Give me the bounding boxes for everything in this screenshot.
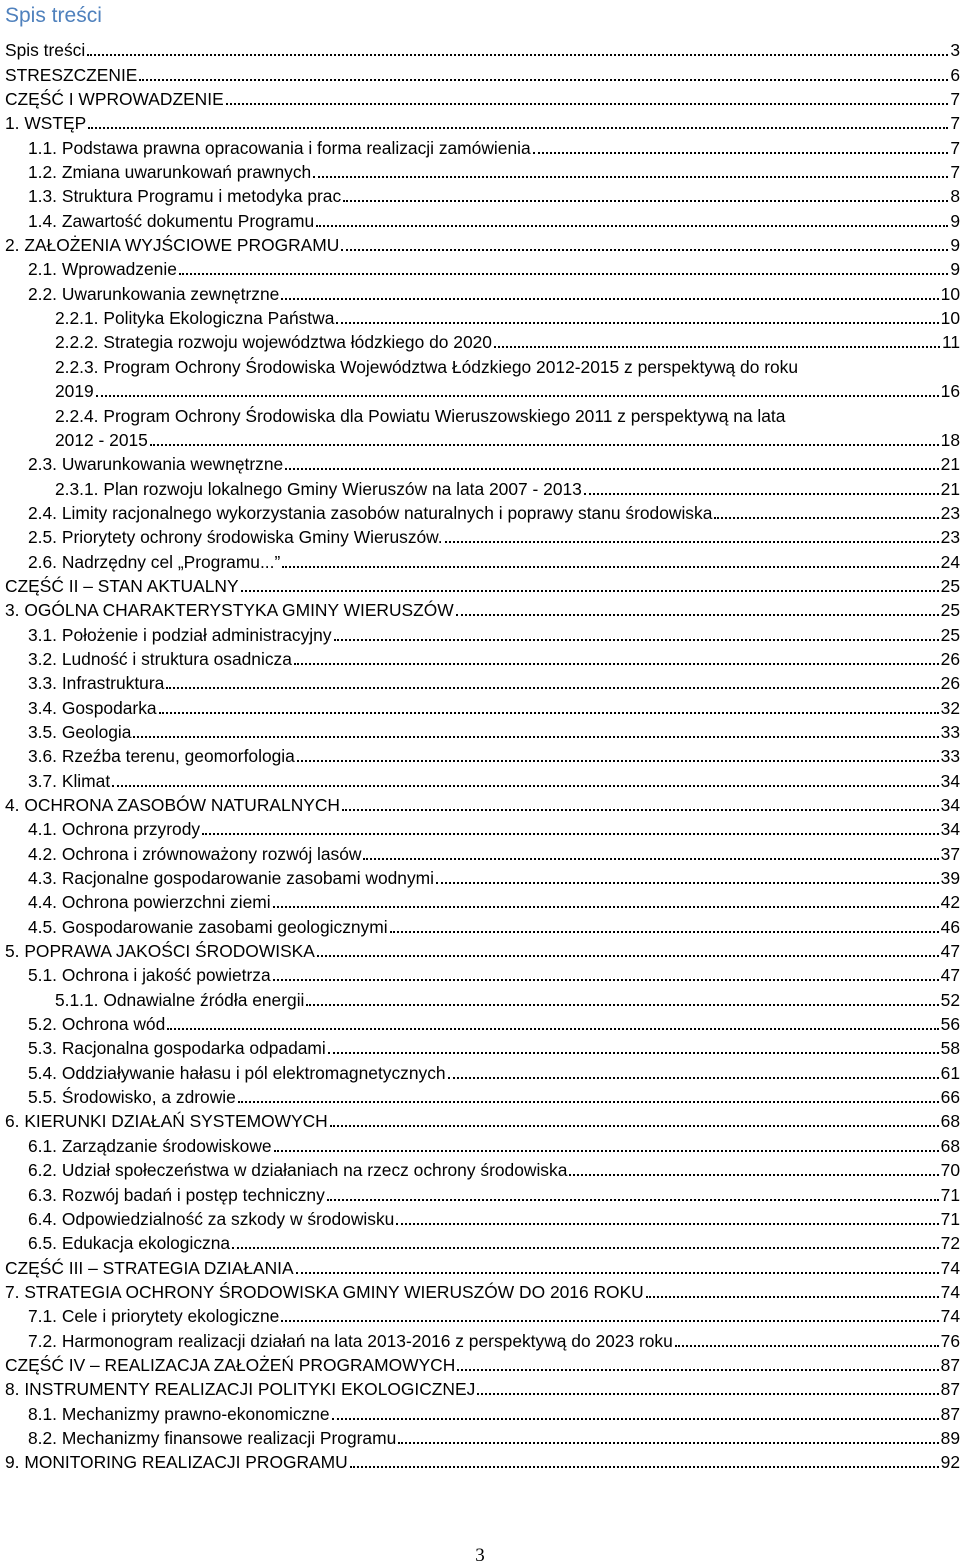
toc-entry-page-number: 52: [940, 989, 960, 1010]
toc-entry-page-number: 9: [950, 259, 960, 280]
toc-entry-title: 6.4. Odpowiedzialność za szkody w środowisku: [28, 1208, 395, 1229]
toc-entry[interactable]: [0, 1131, 960, 1155]
toc-entry[interactable]: [0, 864, 960, 888]
dot-leader: [445, 540, 939, 543]
toc-entry-page-number: 72: [940, 1233, 960, 1254]
toc-entry[interactable]: [0, 620, 960, 644]
toc-entry-page-number: 58: [940, 1038, 960, 1059]
toc-entry-page-number: 34: [940, 819, 960, 840]
toc-entry-title: 3.1. Położenie i podział administracyjny: [28, 624, 332, 645]
toc-entry[interactable]: [0, 1180, 960, 1204]
toc-entry[interactable]: [0, 304, 960, 328]
toc-entry[interactable]: [0, 499, 960, 523]
toc-entry-title: 1.1. Podstawa prawna opracowania i forma realizacji zamówienia: [28, 137, 531, 158]
toc-entry-page-number: 47: [940, 965, 960, 986]
dot-leader: [285, 467, 938, 470]
dot-leader: [88, 126, 948, 129]
dot-leader: [313, 175, 948, 178]
toc-entry-title: 8. INSTRUMENTY REALIZACJI POLITYKI EKOLOGICZNEJ: [5, 1379, 476, 1400]
toc-entry[interactable]: [0, 1424, 960, 1448]
toc-entry[interactable]: [0, 1326, 960, 1350]
toc-entry-page-number: 23: [940, 502, 960, 523]
toc-entry-page-number: 10: [940, 308, 960, 329]
toc-entry-title: 6.1. Zarządzanie środowiskowe: [28, 1135, 272, 1156]
toc-entry[interactable]: [0, 426, 960, 450]
dot-leader: [330, 1124, 939, 1127]
toc-entry[interactable]: [0, 669, 960, 693]
toc-entry-page-number: 18: [940, 429, 960, 450]
toc-entry-title: STRESZCZENIE: [5, 64, 138, 85]
toc-entry-page-number: 70: [940, 1160, 960, 1181]
toc-entry-page-number: 32: [940, 697, 960, 718]
toc-entry-page-number: 9: [950, 210, 960, 231]
toc-entry[interactable]: [0, 109, 960, 133]
toc-entry[interactable]: [0, 1083, 960, 1107]
dot-leader: [281, 297, 938, 300]
toc-entry[interactable]: [0, 1107, 960, 1131]
dot-leader: [350, 1465, 939, 1468]
toc-entry[interactable]: [0, 1448, 960, 1472]
toc-entry-page-number: 33: [940, 746, 960, 767]
dot-leader: [436, 881, 939, 884]
dot-leader: [296, 1271, 939, 1274]
toc-entry-title: 3.2. Ludność i struktura osadnicza: [28, 648, 292, 669]
toc-entry[interactable]: [0, 1278, 960, 1302]
toc-entry-title: 2.1. Wprowadzenie: [28, 259, 177, 280]
toc-heading: Spis treści: [5, 4, 102, 27]
toc-entry-page-number: 34: [940, 770, 960, 791]
toc-entry-title: 1.3. Struktura Programu i metodyka prac: [28, 186, 342, 207]
dot-leader: [584, 492, 939, 495]
toc-entry[interactable]: [0, 791, 960, 815]
toc-entry-page-number: 3: [950, 40, 960, 61]
toc-entry-title: 4.5. Gospodarowanie zasobami geologicznymi: [28, 916, 388, 937]
toc-entry[interactable]: [0, 961, 960, 985]
toc-entry-page-number: 68: [940, 1111, 960, 1132]
toc-entry-page-number: 74: [940, 1281, 960, 1302]
dot-leader: [477, 1392, 938, 1395]
toc-entry-title: 4. OCHRONA ZASOBÓW NATURALNYCH: [5, 795, 340, 815]
toc-entry[interactable]: [0, 158, 960, 182]
dot-leader: [494, 345, 940, 348]
dot-leader: [646, 1295, 939, 1298]
toc-entry-page-number: 21: [940, 478, 960, 499]
dot-leader: [273, 978, 939, 981]
dot-leader: [533, 151, 949, 154]
toc-entry-page-number: 87: [940, 1379, 960, 1400]
toc-entry[interactable]: [0, 912, 960, 936]
toc-entry-page-number: 89: [940, 1427, 960, 1448]
dot-leader: [133, 735, 938, 738]
toc-entry-page-number: 26: [940, 673, 960, 694]
toc-entry-title: 2019: [55, 381, 94, 402]
toc-entry-title: 2.3.1. Plan rozwoju lokalnego Gminy Wieruszów na lata 2007 - 2013: [55, 478, 582, 499]
toc-entry-title: 3.4. Gospodarka: [28, 697, 157, 718]
toc-entry[interactable]: [0, 596, 960, 620]
dot-leader: [569, 1173, 938, 1176]
toc-entry-page-number: 25: [940, 624, 960, 645]
toc-entry[interactable]: [0, 718, 960, 742]
toc-entry-title: Spis treści: [5, 40, 86, 61]
dot-leader: [202, 832, 939, 835]
toc-entry-title: 3.3. Infrastruktura: [28, 673, 165, 694]
toc-entry-title: 1.4. Zawartość dokumentu Programu: [28, 210, 315, 231]
toc-entry-page-number: 92: [940, 1452, 960, 1473]
toc-entry-page-number: 33: [940, 721, 960, 742]
toc-entry-title: 9. MONITORING REALIZACJI PROGRAMU: [5, 1452, 348, 1473]
toc-entry-title: 8.1. Mechanizmy prawno-ekonomiczne: [28, 1403, 330, 1424]
toc-entry-title: 2.3. Uwarunkowania wewnętrzne: [28, 454, 284, 475]
toc-entry-page-number: 42: [940, 892, 960, 913]
toc-entry[interactable]: [0, 1156, 960, 1180]
dot-leader: [390, 930, 939, 933]
toc-entry-title: 2. ZAŁOŻENIA WYJŚCIOWE PROGRAMU: [5, 235, 340, 256]
toc-entry-title: 5.2. Ochrona wód: [28, 1014, 166, 1035]
dot-leader: [334, 638, 939, 641]
dot-leader: [273, 905, 939, 908]
toc-entry-title: 2.2.1. Polityka Ekologiczna Państwa: [55, 308, 335, 329]
toc-entry[interactable]: [0, 85, 960, 109]
dot-leader: [714, 516, 938, 519]
dot-leader: [96, 394, 939, 397]
toc-entry-page-number: 74: [940, 1306, 960, 1327]
toc-entry-title: 3.5. Geologia: [28, 721, 132, 742]
toc-entry-page-number: 87: [940, 1403, 960, 1424]
toc-entry-page-number: 71: [940, 1184, 960, 1205]
toc-entry-title: 6.2. Udział społeczeństwa w działaniach na rzecz ochrony środowiska: [28, 1160, 568, 1181]
toc-entry-title: CZĘŚĆ I WPROWADZENIE: [5, 89, 224, 110]
toc-entry-page-number: 23: [940, 527, 960, 548]
dot-leader: [342, 808, 939, 811]
toc-entry-page-number: 7: [950, 162, 960, 183]
toc-entry[interactable]: [0, 231, 960, 255]
toc-entry-title: 6.3. Rozwój badań i postęp techniczny: [28, 1184, 325, 1205]
dot-leader: [328, 1051, 939, 1054]
dot-leader: [166, 686, 938, 689]
toc-entry-page-number: 7: [950, 113, 960, 134]
toc-entry-title: 2.5. Priorytety ochrony środowiska Gminy Wieruszów.: [28, 527, 443, 548]
dot-leader: [448, 1076, 939, 1079]
toc-entry-title: 5.3. Racjonalna gospodarka odpadami: [28, 1038, 326, 1059]
toc-entry[interactable]: [0, 133, 960, 157]
toc-entry-title: CZĘŚĆ IV – REALIZACJA ZAŁOŻEŃ PROGRAMOWYCH: [5, 1354, 456, 1375]
toc-entry-title: 6. KIERUNKI DZIAŁAŃ SYSTEMOWYCH: [5, 1111, 328, 1132]
toc-entry-page-number: 7: [950, 89, 960, 110]
toc-entry[interactable]: [0, 60, 960, 84]
toc-entry[interactable]: [0, 1010, 960, 1034]
toc-entry-page-number: 24: [940, 551, 960, 572]
toc-entry-title: 1. WSTĘP: [5, 113, 87, 134]
toc-entry-page-number: 25: [940, 600, 960, 621]
toc-entry-page-number: 37: [940, 843, 960, 864]
dot-leader: [398, 1441, 938, 1444]
page-number: 3: [475, 1545, 485, 1566]
toc-entry-page-number: 9: [950, 235, 960, 256]
toc-entry[interactable]: [0, 645, 960, 669]
dot-leader: [274, 1149, 939, 1152]
dot-leader: [112, 784, 939, 787]
dot-leader: [226, 102, 949, 105]
toc-entry-page-number: 34: [940, 795, 960, 815]
dot-leader: [363, 857, 938, 860]
toc-entry[interactable]: [0, 474, 960, 498]
toc-entry-title: 4.3. Racjonalne gospodarowanie zasobami wodnymi: [28, 868, 435, 889]
toc-entry[interactable]: [0, 450, 960, 474]
dot-leader: [232, 1246, 939, 1249]
toc-entry-page-number: 11: [941, 332, 960, 353]
dot-leader: [238, 1100, 939, 1103]
toc-entry-page-number: 66: [940, 1087, 960, 1108]
dot-leader: [336, 321, 938, 324]
toc-entry-page-number: 56: [940, 1014, 960, 1035]
toc-entry-title: 5.4. Oddziaływanie hałasu i pól elektromagnetycznych: [28, 1062, 446, 1083]
toc-entry-page-number: 10: [940, 283, 960, 304]
toc-entry-page-number: 8: [950, 186, 960, 207]
dot-leader: [327, 1198, 939, 1201]
toc-entry[interactable]: [0, 839, 960, 863]
toc-entry[interactable]: [0, 815, 960, 839]
toc-entry-page-number: 74: [940, 1257, 960, 1278]
dot-leader: [87, 53, 948, 56]
dot-leader: [297, 759, 939, 762]
dot-leader: [343, 199, 948, 202]
dot-leader: [294, 662, 939, 665]
toc-entry[interactable]: [0, 1375, 960, 1399]
toc-entry-title: 5. POPRAWA JAKOŚCI ŚRODOWISKA: [5, 941, 315, 962]
toc-entry[interactable]: [0, 693, 960, 717]
toc-entry[interactable]: [0, 206, 960, 230]
toc-entry-title: 3.6. Rzeźba terenu, geomorfologia: [28, 746, 295, 767]
toc-entry-title: 2.2.3. Program Ochrony Środowiska Województwa Łódzkiego 2012-2015 z perspektywą do roku: [55, 356, 799, 377]
dot-leader: [457, 1368, 938, 1371]
dot-leader: [306, 1003, 938, 1006]
table-of-contents: [0, 36, 960, 1472]
toc-entry-title: CZĘŚĆ III – STRATEGIA DZIAŁANIA: [5, 1257, 294, 1278]
toc-entry[interactable]: [0, 888, 960, 912]
toc-entry[interactable]: [0, 1302, 960, 1326]
toc-entry-title: 2.2.4. Program Ochrony Środowiska dla Powiatu Wieruszowskiego 2011 z perspektywą na lata: [55, 405, 786, 426]
toc-entry-title: CZĘŚĆ II – STAN AKTUALNY: [5, 575, 239, 596]
toc-entry-page-number: 26: [940, 648, 960, 669]
toc-entry[interactable]: [0, 742, 960, 766]
toc-entry[interactable]: [0, 377, 960, 401]
toc-entry[interactable]: [0, 401, 960, 425]
dot-leader: [341, 248, 948, 251]
toc-entry[interactable]: [0, 352, 960, 376]
toc-entry-title: 7.2. Harmonogram realizacji działań na lata 2013-2016 z perspektywą do 2023 roku: [28, 1330, 673, 1351]
toc-entry[interactable]: [0, 985, 960, 1009]
toc-entry[interactable]: [0, 572, 960, 596]
toc-entry[interactable]: [0, 255, 960, 279]
dot-leader: [281, 1319, 938, 1322]
toc-entry-page-number: 68: [940, 1135, 960, 1156]
dot-leader: [396, 1222, 938, 1225]
toc-entry-page-number: 47: [940, 941, 960, 962]
toc-entry-title: 2.2.2. Strategia rozwoju województwa łódzkiego do 2020: [55, 332, 492, 353]
toc-entry-page-number: 71: [940, 1208, 960, 1229]
toc-entry[interactable]: [0, 1205, 960, 1229]
dot-leader: [675, 1344, 939, 1347]
toc-entry-title: 3.7. Klimat: [28, 770, 111, 791]
toc-entry-title: 7. STRATEGIA OCHRONY ŚRODOWISKA GMINY WIERUSZÓW DO 2016 ROKU: [5, 1281, 644, 1302]
toc-entry-title: 5.1. Ochrona i jakość powietrza: [28, 965, 271, 986]
toc-entry-title: 5.5. Środowisko, a zdrowie: [28, 1087, 236, 1108]
toc-entry-title: 4.2. Ochrona i zrównoważony rozwój lasów: [28, 843, 362, 864]
dot-leader: [139, 78, 948, 81]
toc-entry-title: 4.4. Ochrona powierzchni ziemi: [28, 892, 271, 913]
toc-entry-title: 6.5. Edukacja ekologiczna: [28, 1233, 231, 1254]
toc-entry-title: 1.2. Zmiana uwarunkowań prawnych: [28, 162, 312, 183]
toc-entry-page-number: 21: [940, 454, 960, 475]
toc-entry[interactable]: [0, 766, 960, 790]
toc-entry[interactable]: [0, 279, 960, 303]
toc-entry[interactable]: [0, 1351, 960, 1375]
toc-entry-title: 7.1. Cele i priorytety ekologiczne: [28, 1306, 280, 1327]
toc-entry-title: 3. OGÓLNA CHARAKTERYSTYKA GMINY WIERUSZÓW: [5, 600, 454, 621]
dot-leader: [282, 565, 938, 568]
toc-entry[interactable]: [0, 937, 960, 961]
toc-entry-page-number: 61: [940, 1062, 960, 1083]
dot-leader: [332, 1417, 939, 1420]
toc-entry-page-number: 39: [940, 868, 960, 889]
toc-entry-title: 5.1.1. Odnawialne źródła energii: [55, 989, 305, 1010]
dot-leader: [316, 224, 948, 227]
toc-entry-title: 2.4. Limity racjonalnego wykorzystania zasobów naturalnych i poprawy stanu środowiska: [28, 502, 713, 523]
dot-leader: [159, 711, 939, 714]
toc-entry[interactable]: [0, 1034, 960, 1058]
toc-entry-page-number: 16: [940, 381, 960, 402]
toc-entry-page-number: 6: [950, 64, 960, 85]
toc-entry[interactable]: [0, 1399, 960, 1423]
toc-entry-title: 2012 - 2015: [55, 429, 148, 450]
toc-entry-page-number: 87: [940, 1354, 960, 1375]
toc-entry[interactable]: [0, 523, 960, 547]
dot-leader: [179, 272, 948, 275]
toc-entry-page-number: 46: [940, 916, 960, 937]
toc-entry[interactable]: [0, 1058, 960, 1082]
dot-leader: [317, 954, 939, 957]
dot-leader: [167, 1027, 938, 1030]
dot-leader: [150, 443, 939, 446]
toc-entry-page-number: 76: [940, 1330, 960, 1351]
dot-leader: [241, 589, 939, 592]
toc-entry[interactable]: [0, 1229, 960, 1253]
toc-entry[interactable]: [0, 547, 960, 571]
toc-entry-page-number: 7: [950, 137, 960, 158]
toc-entry-title: 4.1. Ochrona przyrody: [28, 819, 201, 840]
toc-entry[interactable]: [0, 328, 960, 352]
toc-entry[interactable]: [0, 182, 960, 206]
toc-entry[interactable]: [0, 36, 960, 60]
toc-entry-title: 8.2. Mechanizmy finansowe realizacji Programu: [28, 1427, 397, 1448]
toc-entry-page-number: 25: [940, 575, 960, 596]
toc-entry[interactable]: [0, 1253, 960, 1277]
toc-entry-title: 2.6. Nadrzędny cel „Programu...”: [28, 551, 281, 572]
toc-entry-title: 2.2. Uwarunkowania zewnętrzne: [28, 283, 280, 304]
dot-leader: [456, 613, 939, 616]
